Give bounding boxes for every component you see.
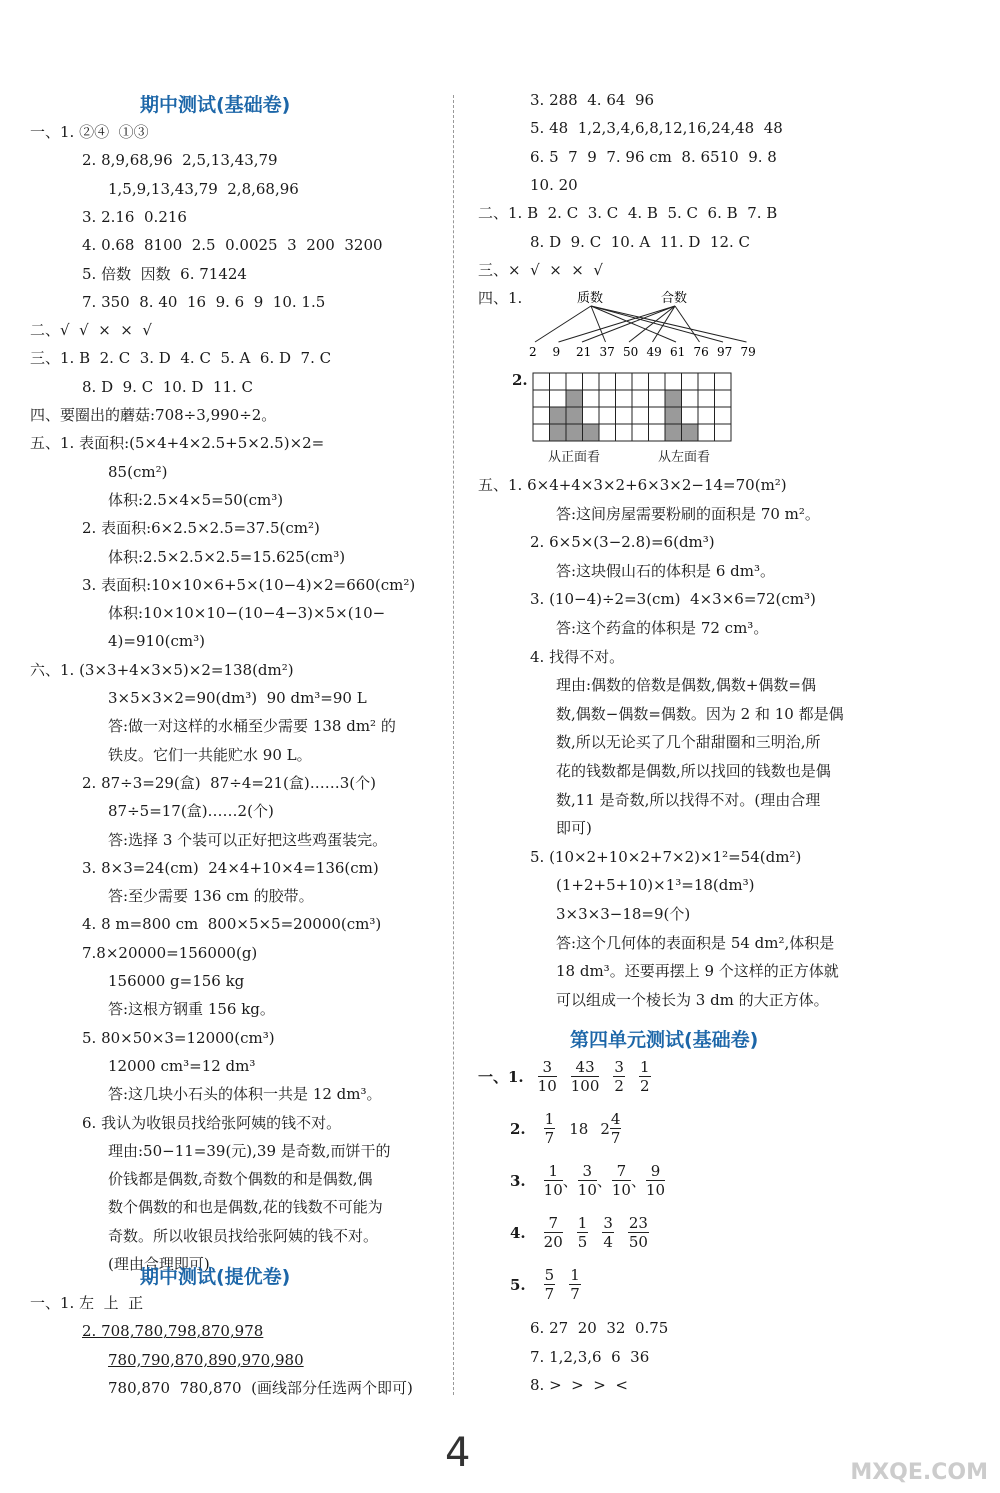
grid-cell bbox=[698, 390, 715, 407]
fraction: $\frac{3}{10}$ bbox=[537, 1058, 557, 1095]
fraction: $\frac{23}{50}$ bbox=[628, 1214, 648, 1251]
fraction: $\frac{3}{2}$ bbox=[614, 1058, 624, 1095]
answer-line: 87÷5=17(盒)……2(个) bbox=[108, 802, 274, 821]
diagram-number: 9 bbox=[552, 345, 561, 359]
answer-line: 五、1. 6×4+4×3×2+6×3×2−14=70(m²) bbox=[478, 476, 787, 494]
answer-line: 3. 表面积:10×10×6+5×(10−4)×2=660(cm²) bbox=[82, 575, 416, 594]
fraction-row bbox=[510, 1214, 663, 1251]
heading-midterm-advanced: 期中测试(提优卷) bbox=[140, 1266, 291, 1288]
answer-line: 四、要圈出的蘑菇:708÷3,990÷2。 bbox=[30, 406, 277, 424]
diagram-number: 79 bbox=[740, 345, 756, 359]
grid-cell bbox=[616, 390, 633, 407]
answer-line: 二、1. B 2. C 3. C 4. B 5. C 6. B 7. B bbox=[478, 204, 778, 223]
answer-line: 花的钱数都是偶数,所以找回的钱数也是偶 bbox=[556, 762, 831, 780]
grid-cell bbox=[533, 373, 550, 390]
answer-line: 奇数。所以收银员找给张阿姨的钱不对。 bbox=[108, 1226, 379, 1245]
answer-line: 6. 我认为收银员找给张阿姨的钱不对。 bbox=[82, 1113, 342, 1132]
answer-line: 三、1. B 2. C 3. D 4. C 5. A 6. D 7. C bbox=[30, 349, 332, 368]
fraction: $\frac{1}{10}$ bbox=[543, 1162, 563, 1199]
answer-line: 四、1. bbox=[478, 289, 523, 308]
answer-line: 780,870 780,870 (画线部分任选两个即可) bbox=[108, 1378, 413, 1397]
answer-line: 体积:2.5×4×5=50(cm³) bbox=[108, 490, 284, 509]
grid-cell bbox=[665, 373, 682, 390]
answer-line: 8. D 9. C 10. D 11. C bbox=[82, 377, 254, 396]
answer-line: 数个偶数的和也是偶数,花的钱数不可能为 bbox=[108, 1198, 383, 1217]
answer-line: 一、1. 左 上 正 bbox=[30, 1294, 144, 1312]
grid-cell bbox=[583, 373, 600, 390]
answer-line: 答:这几块小石头的体积一共是 12 dm³。 bbox=[108, 1085, 382, 1104]
answer-line: 5. (10×2+10×2+7×2)×1²=54(dm²) bbox=[530, 847, 802, 866]
answer-line: 数,11 是奇数,所以找得不对。(理由合理 bbox=[556, 790, 821, 809]
answer-line: 五、1. 表面积:(5×4+4×2.5+5×2.5)×2= bbox=[30, 434, 325, 453]
grid-cell bbox=[715, 373, 732, 390]
fraction: $\frac{4}{7}$ bbox=[610, 1110, 621, 1147]
answer-line: 答:这间房屋需要粉刷的面积是 70 m²。 bbox=[556, 504, 820, 523]
front-view-label: 从正面看 bbox=[548, 450, 601, 465]
fraction-row: 3. $\frac{1}{10}$ 、 $\frac{3}{10}$ 、 $\frac{7}{10}$ 、 $\frac{9}{10}$ bbox=[510, 1162, 666, 1199]
grid-cell-shaded bbox=[550, 407, 567, 424]
grid-cell bbox=[583, 407, 600, 424]
answer-line: 4. 找得不对。 bbox=[530, 647, 625, 666]
fraction: $\frac{3}{4}$ bbox=[603, 1214, 613, 1251]
grid-cell-shaded bbox=[550, 424, 567, 441]
answer-line: 数,偶数−偶数=偶数。因为 2 和 10 都是偶 bbox=[556, 704, 844, 723]
diagram-number: 97 bbox=[717, 345, 733, 359]
diagram-link bbox=[535, 306, 591, 342]
answer-line: 2. 6×5×(3−2.8)=6(dm³) bbox=[530, 533, 715, 552]
diagram-number: 2 bbox=[529, 345, 537, 359]
grid-cell bbox=[698, 407, 715, 424]
answer-line: 12000 cm³=12 dm³ bbox=[108, 1056, 256, 1075]
answer-line: 8. D 9. C 10. A 11. D 12. C bbox=[530, 232, 751, 251]
fraction: $\frac{7}{10}$ bbox=[611, 1162, 631, 1199]
answer-line: 5. 80×50×3=12000(cm³) bbox=[82, 1028, 275, 1047]
answer-line: 可以组成一个棱长为 3 dm 的大正方体。 bbox=[556, 990, 829, 1009]
answer-line: 2. 87÷3=29(盒) 87÷4=21(盒)……3(个) bbox=[82, 773, 376, 792]
answer-line: 10. 20 bbox=[530, 175, 578, 194]
grid-cell bbox=[649, 390, 666, 407]
answer-line: 答:这个药盒的体积是 72 cm³。 bbox=[556, 619, 769, 637]
grid-cell bbox=[715, 407, 732, 424]
grid-cell bbox=[616, 373, 633, 390]
grid-cell-shaded bbox=[566, 424, 583, 441]
grid-cell bbox=[616, 424, 633, 441]
fraction: $\frac{1}{7}$ bbox=[570, 1266, 580, 1303]
grid-question-number: 2. bbox=[512, 371, 528, 389]
answer-line: 数,所以无论买了几个甜甜圈和三明治,所 bbox=[556, 733, 821, 752]
fraction: $\frac{7}{20}$ bbox=[543, 1214, 563, 1251]
fraction: $\frac{1}{5}$ bbox=[577, 1214, 588, 1251]
fraction: $\frac{1}{7}$ bbox=[544, 1110, 555, 1147]
heading-unit4-basic: 第四单元测试(基础卷) bbox=[570, 1029, 759, 1051]
answer-line: 价钱都是偶数,奇数个偶数的和是偶数,偶 bbox=[108, 1170, 373, 1189]
answer-line: 6. 5 7 9 7. 96 cm 8. 6510 9. 8 bbox=[530, 147, 777, 166]
fraction: $\frac{3}{10}$ bbox=[577, 1162, 597, 1199]
answer-line: 8. > > > < bbox=[530, 1376, 628, 1395]
answer-line: 6. 27 20 32 0.75 bbox=[530, 1319, 669, 1337]
fraction: $\frac{1}{2}$ bbox=[639, 1058, 650, 1095]
prime-composite-diagram bbox=[525, 288, 765, 360]
question-label: 5. bbox=[510, 1275, 526, 1294]
answer-line: 2. 8,9,68,96 2,5,13,43,79 bbox=[82, 151, 278, 170]
answer-line: 5. 倍数 因数 6. 71424 bbox=[82, 264, 247, 283]
grid-cell-shaded bbox=[665, 424, 682, 441]
answer-line: 85(cm²) bbox=[108, 462, 168, 481]
answer-line: 答:选择 3 个装可以正好把这些鸡蛋装完。 bbox=[108, 830, 388, 849]
answer-line: 铁皮。它们一共能贮水 90 L。 bbox=[108, 745, 312, 764]
grid-cell bbox=[649, 407, 666, 424]
answer-line: 2. 708,780,798,870,978 bbox=[82, 1322, 264, 1341]
grid-cell bbox=[599, 424, 616, 441]
diagram-link bbox=[582, 306, 675, 342]
diagram-number: 61 bbox=[670, 345, 686, 359]
answer-line: 3×3×3−18=9(个) bbox=[556, 905, 691, 923]
question-label: 一、1. bbox=[478, 1068, 524, 1086]
column-divider bbox=[453, 95, 454, 1395]
grid-cell-shaded bbox=[665, 407, 682, 424]
answer-line: 理由:50−11=39(元),39 是奇数,而饼干的 bbox=[108, 1141, 391, 1160]
grid-cell bbox=[616, 407, 633, 424]
grid-cell bbox=[682, 373, 699, 390]
answer-line: 7. 1,2,3,6 6 36 bbox=[530, 1347, 650, 1366]
grid-cell bbox=[533, 424, 550, 441]
answer-line: 六、1. (3×3+4×3×5)×2=138(dm²) bbox=[30, 660, 294, 679]
answer-line: 答:至少需要 136 cm 的胶带。 bbox=[108, 887, 314, 906]
answer-line: 4. 8 m=800 cm 800×5×5=20000(cm³) bbox=[82, 915, 382, 934]
view-grid bbox=[532, 372, 734, 444]
answer-line: 二、√ √ × × √ bbox=[30, 321, 152, 340]
answer-line: 即可) bbox=[556, 819, 592, 838]
grid-cell bbox=[698, 424, 715, 441]
fraction-row bbox=[510, 1266, 595, 1303]
answer-line: 3×5×3×2=90(dm³) 90 dm³=90 L bbox=[108, 689, 367, 707]
grid-cell bbox=[533, 390, 550, 407]
diagram-number: 49 bbox=[646, 345, 662, 359]
left-view-label: 从左面看 bbox=[658, 450, 711, 465]
diagram-number: 76 bbox=[693, 345, 709, 359]
prime-label: 质数 bbox=[577, 291, 604, 306]
grid-cell bbox=[632, 407, 649, 424]
grid-cell bbox=[698, 373, 715, 390]
answer-line: 答:这个几何体的表面积是 54 dm²,体积是 bbox=[556, 933, 835, 952]
diagram-number: 21 bbox=[576, 345, 592, 359]
grid-cell bbox=[682, 407, 699, 424]
fraction: $\frac{43}{100}$ bbox=[570, 1058, 600, 1095]
fraction: $\frac{5}{7}$ bbox=[544, 1266, 555, 1303]
answer-line: 5. 48 1,2,3,4,6,8,12,16,24,48 48 bbox=[530, 119, 783, 138]
answer-line: 体积:2.5×2.5×2.5=15.625(cm³) bbox=[108, 547, 346, 566]
watermark: MXQE.COM bbox=[850, 1460, 988, 1485]
fraction: $\frac{9}{10}$ bbox=[646, 1162, 666, 1199]
answer-line: 3. (10−4)÷2=3(cm) 4×3×6=72(cm³) bbox=[530, 590, 816, 609]
question-label: 3. bbox=[510, 1171, 526, 1190]
answer-line: (理由合理即可) bbox=[108, 1255, 210, 1273]
grid-cell bbox=[632, 390, 649, 407]
answer-line: 3. 288 4. 64 96 bbox=[530, 91, 655, 109]
answer-line: 3. 2.16 0.216 bbox=[82, 207, 187, 226]
answer-line: 答:做一对这样的水桶至少需要 138 dm² 的 bbox=[108, 717, 396, 736]
answer-line: 4)=910(cm³) bbox=[108, 632, 205, 651]
answer-line: 1,5,9,13,43,79 2,8,68,96 bbox=[108, 179, 299, 198]
grid-cell bbox=[599, 407, 616, 424]
composite-label: 合数 bbox=[661, 291, 688, 306]
grid-cell bbox=[715, 424, 732, 441]
grid-cell bbox=[599, 373, 616, 390]
grid-cell bbox=[566, 373, 583, 390]
answer-line: 答:这块假山石的体积是 6 dm³。 bbox=[556, 561, 775, 580]
grid-cell bbox=[599, 390, 616, 407]
grid-cell-shaded bbox=[566, 407, 583, 424]
heading-midterm-basic: 期中测试(基础卷) bbox=[140, 94, 291, 116]
answer-line: 7.8×20000=156000(g) bbox=[82, 943, 258, 962]
grid-cell-shaded bbox=[583, 424, 600, 441]
question-label: 4. bbox=[510, 1223, 526, 1242]
grid-cell bbox=[682, 390, 699, 407]
answer-line: 答:这根方钢重 156 kg。 bbox=[108, 1000, 275, 1019]
answer-line: 7. 350 8. 40 16 9. 6 9 10. 1.5 bbox=[82, 292, 326, 311]
grid-cell bbox=[715, 390, 732, 407]
grid-cell bbox=[583, 390, 600, 407]
answer-line: 780,790,870,890,970,980 bbox=[108, 1350, 304, 1369]
grid-cell bbox=[649, 373, 666, 390]
answer-line: 4. 0.68 8100 2.5 0.0025 3 200 3200 bbox=[82, 236, 383, 255]
answer-line: 理由:偶数的倍数是偶数,偶数+偶数=偶 bbox=[556, 676, 816, 695]
grid-cell bbox=[550, 373, 567, 390]
answer-line: (1+2+5+10)×1³=18(dm³) bbox=[556, 876, 755, 895]
grid-cell bbox=[632, 424, 649, 441]
grid-cell-shaded bbox=[682, 424, 699, 441]
answer-line: 156000 g=156 kg bbox=[108, 972, 245, 990]
answer-line: 三、× √ × × √ bbox=[478, 260, 603, 279]
grid-cell-shaded bbox=[665, 390, 682, 407]
page-number: 4 bbox=[445, 1430, 471, 1476]
question-label: 2. bbox=[510, 1119, 526, 1138]
answer-line: 2. 表面积:6×2.5×2.5=37.5(cm²) bbox=[82, 519, 320, 538]
diagram-number: 50 bbox=[623, 345, 639, 359]
answer-line: 3. 8×3=24(cm) 24×4+10×4=136(cm) bbox=[82, 858, 379, 877]
fraction-row: 2. $\frac{1}{7}$ 18 2 $\frac{4}{7}$ bbox=[510, 1110, 621, 1147]
diagram-number: 37 bbox=[599, 345, 615, 359]
answer-line: 18 dm³。还要再摆上 9 个这样的正方体就 bbox=[556, 962, 839, 981]
answer-line: 一、1. ②④ ①③ bbox=[30, 123, 149, 141]
grid-cell bbox=[632, 373, 649, 390]
answer-line: 体积:10×10×10−(10−4−3)×5×(10− bbox=[108, 604, 386, 623]
grid-cell bbox=[550, 390, 567, 407]
grid-cell-shaded bbox=[566, 390, 583, 407]
diagram-link bbox=[675, 306, 700, 342]
grid-cell bbox=[533, 407, 550, 424]
grid-cell bbox=[649, 424, 666, 441]
fraction-row bbox=[478, 1058, 665, 1095]
